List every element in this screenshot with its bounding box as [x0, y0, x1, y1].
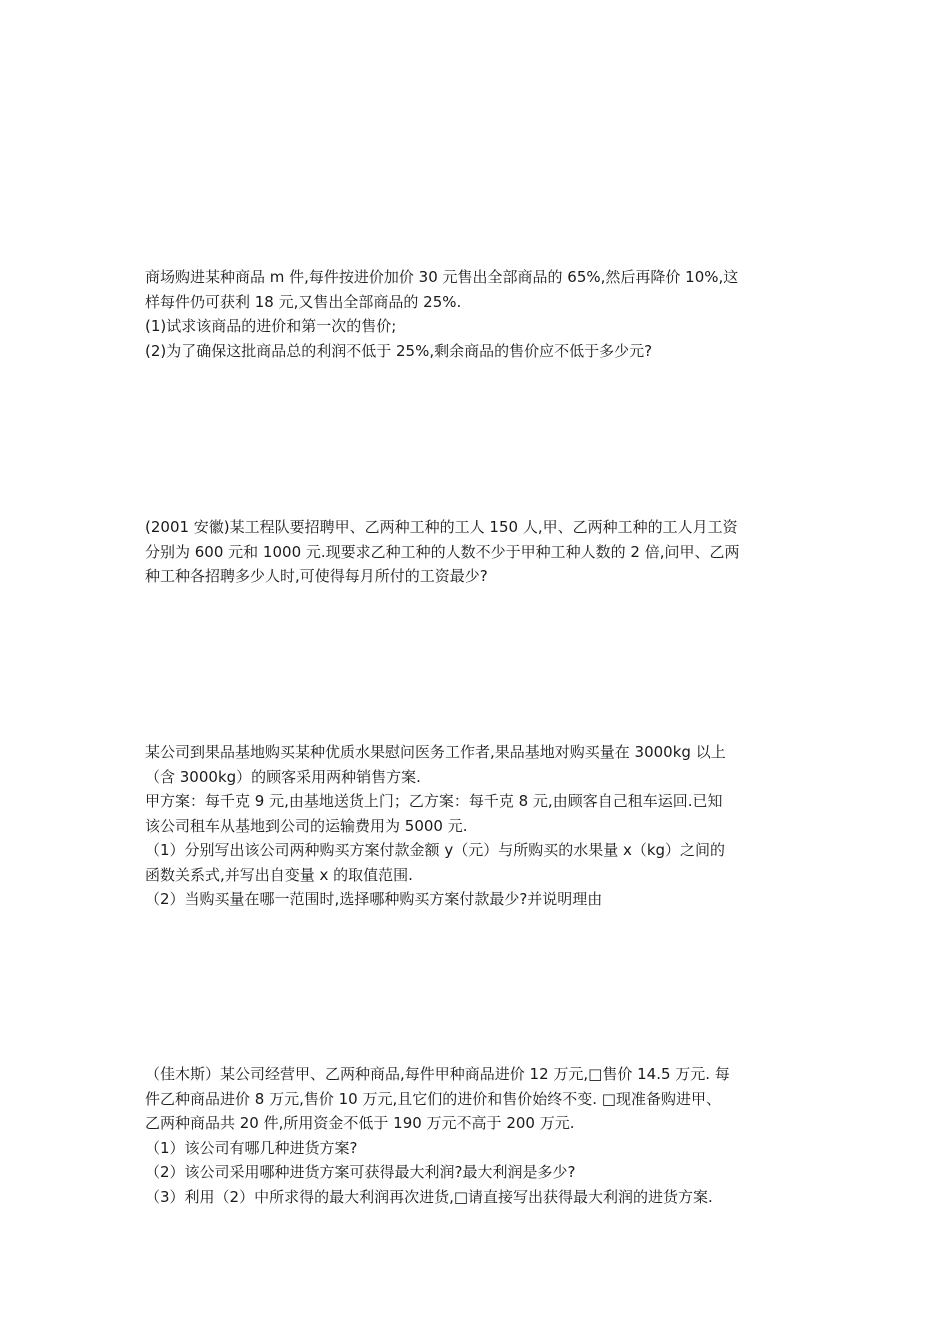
problem-4 [145, 1062, 810, 1209]
problem-4-question-1: （1）该公司有哪几种进货方案? [145, 1138, 358, 1157]
problem-4-line-3: 乙两种商品共 20 件,所用资金不低于 190 万元不高于 200 万元. [145, 1114, 575, 1132]
problem-3 [145, 740, 810, 912]
problem-3-line-4: 该公司租车从基地到公司的运输费用为 5000 元. [145, 816, 468, 835]
problem-1-line-2: 样每件仍可获利 18 元,又售出全部商品的 25%. [145, 292, 462, 311]
problem-1 [145, 265, 810, 363]
problem-3-line-2: （含 3000kg）的顾客采用两种销售方案. [145, 767, 421, 786]
problem-2-line-1: (2001 安徽)某工程队要招聘甲、乙两种工种的工人 150 人,甲、乙两种工种的工人月工资 [145, 518, 738, 536]
problem-3-question-2: （2）当购买量在哪一范围时,选择哪种购买方案付款最少?并说明理由 [145, 890, 603, 908]
problem-2 [145, 515, 810, 589]
problem-4-question-2: （2）该公司采用哪种进货方案可获得最大利润?最大利润是多少? [145, 1163, 576, 1181]
problem-1-line-1: 商场购进某种商品 m 件,每件按进价加价 30 元售出全部商品的 65%,然后再降价 10%,这 [145, 268, 739, 286]
problem-3-line-1: 某公司到果品基地购买某种优质水果慰问医务工作者,果品基地对购买量在 3000kg 以上 [145, 743, 726, 761]
problem-4-line-2: 件乙种商品进价 8 万元,售价 10 万元,且它们的进价和售价始终不变. □现准备购进甲、 [145, 1089, 721, 1108]
problem-1-question-2: (2)为了确保这批商品总的利润不低于 25%,剩余商品的售价应不低于多少元? [145, 341, 653, 360]
problem-3-line-6: 函数关系式,并写出自变量 x 的取值范围. [145, 865, 413, 884]
problem-4-question-3: （3）利用（2）中所求得的最大利润再次进货,□请直接写出获得最大利润的进货方案. [145, 1187, 713, 1206]
problem-2-line-3: 种工种各招聘多少人时,可使得每月所付的工资最少? [145, 567, 488, 585]
problem-4-line-1: （佳木斯）某公司经营甲、乙两种商品,每件甲种商品进价 12 万元,□售价 14.5 万元. 每 [145, 1065, 730, 1083]
problem-3-question-1: （1）分别写出该公司两种购买方案付款金额 y（元）与所购买的水果量 x（kg）之间的 [145, 841, 726, 859]
problem-2-line-2: 分别为 600 元和 1000 元.现要求乙种工种的人数不少于甲种工种人数的 2 倍,问甲、乙两 [145, 542, 740, 561]
problem-1-question-1: (1)试求该商品的进价和第一次的售价; [145, 317, 397, 335]
problem-3-line-3: 甲方案：每千克 9 元,由基地送货上门；乙方案：每千克 8 元,由顾客自己租车运回.已知 [145, 792, 723, 810]
